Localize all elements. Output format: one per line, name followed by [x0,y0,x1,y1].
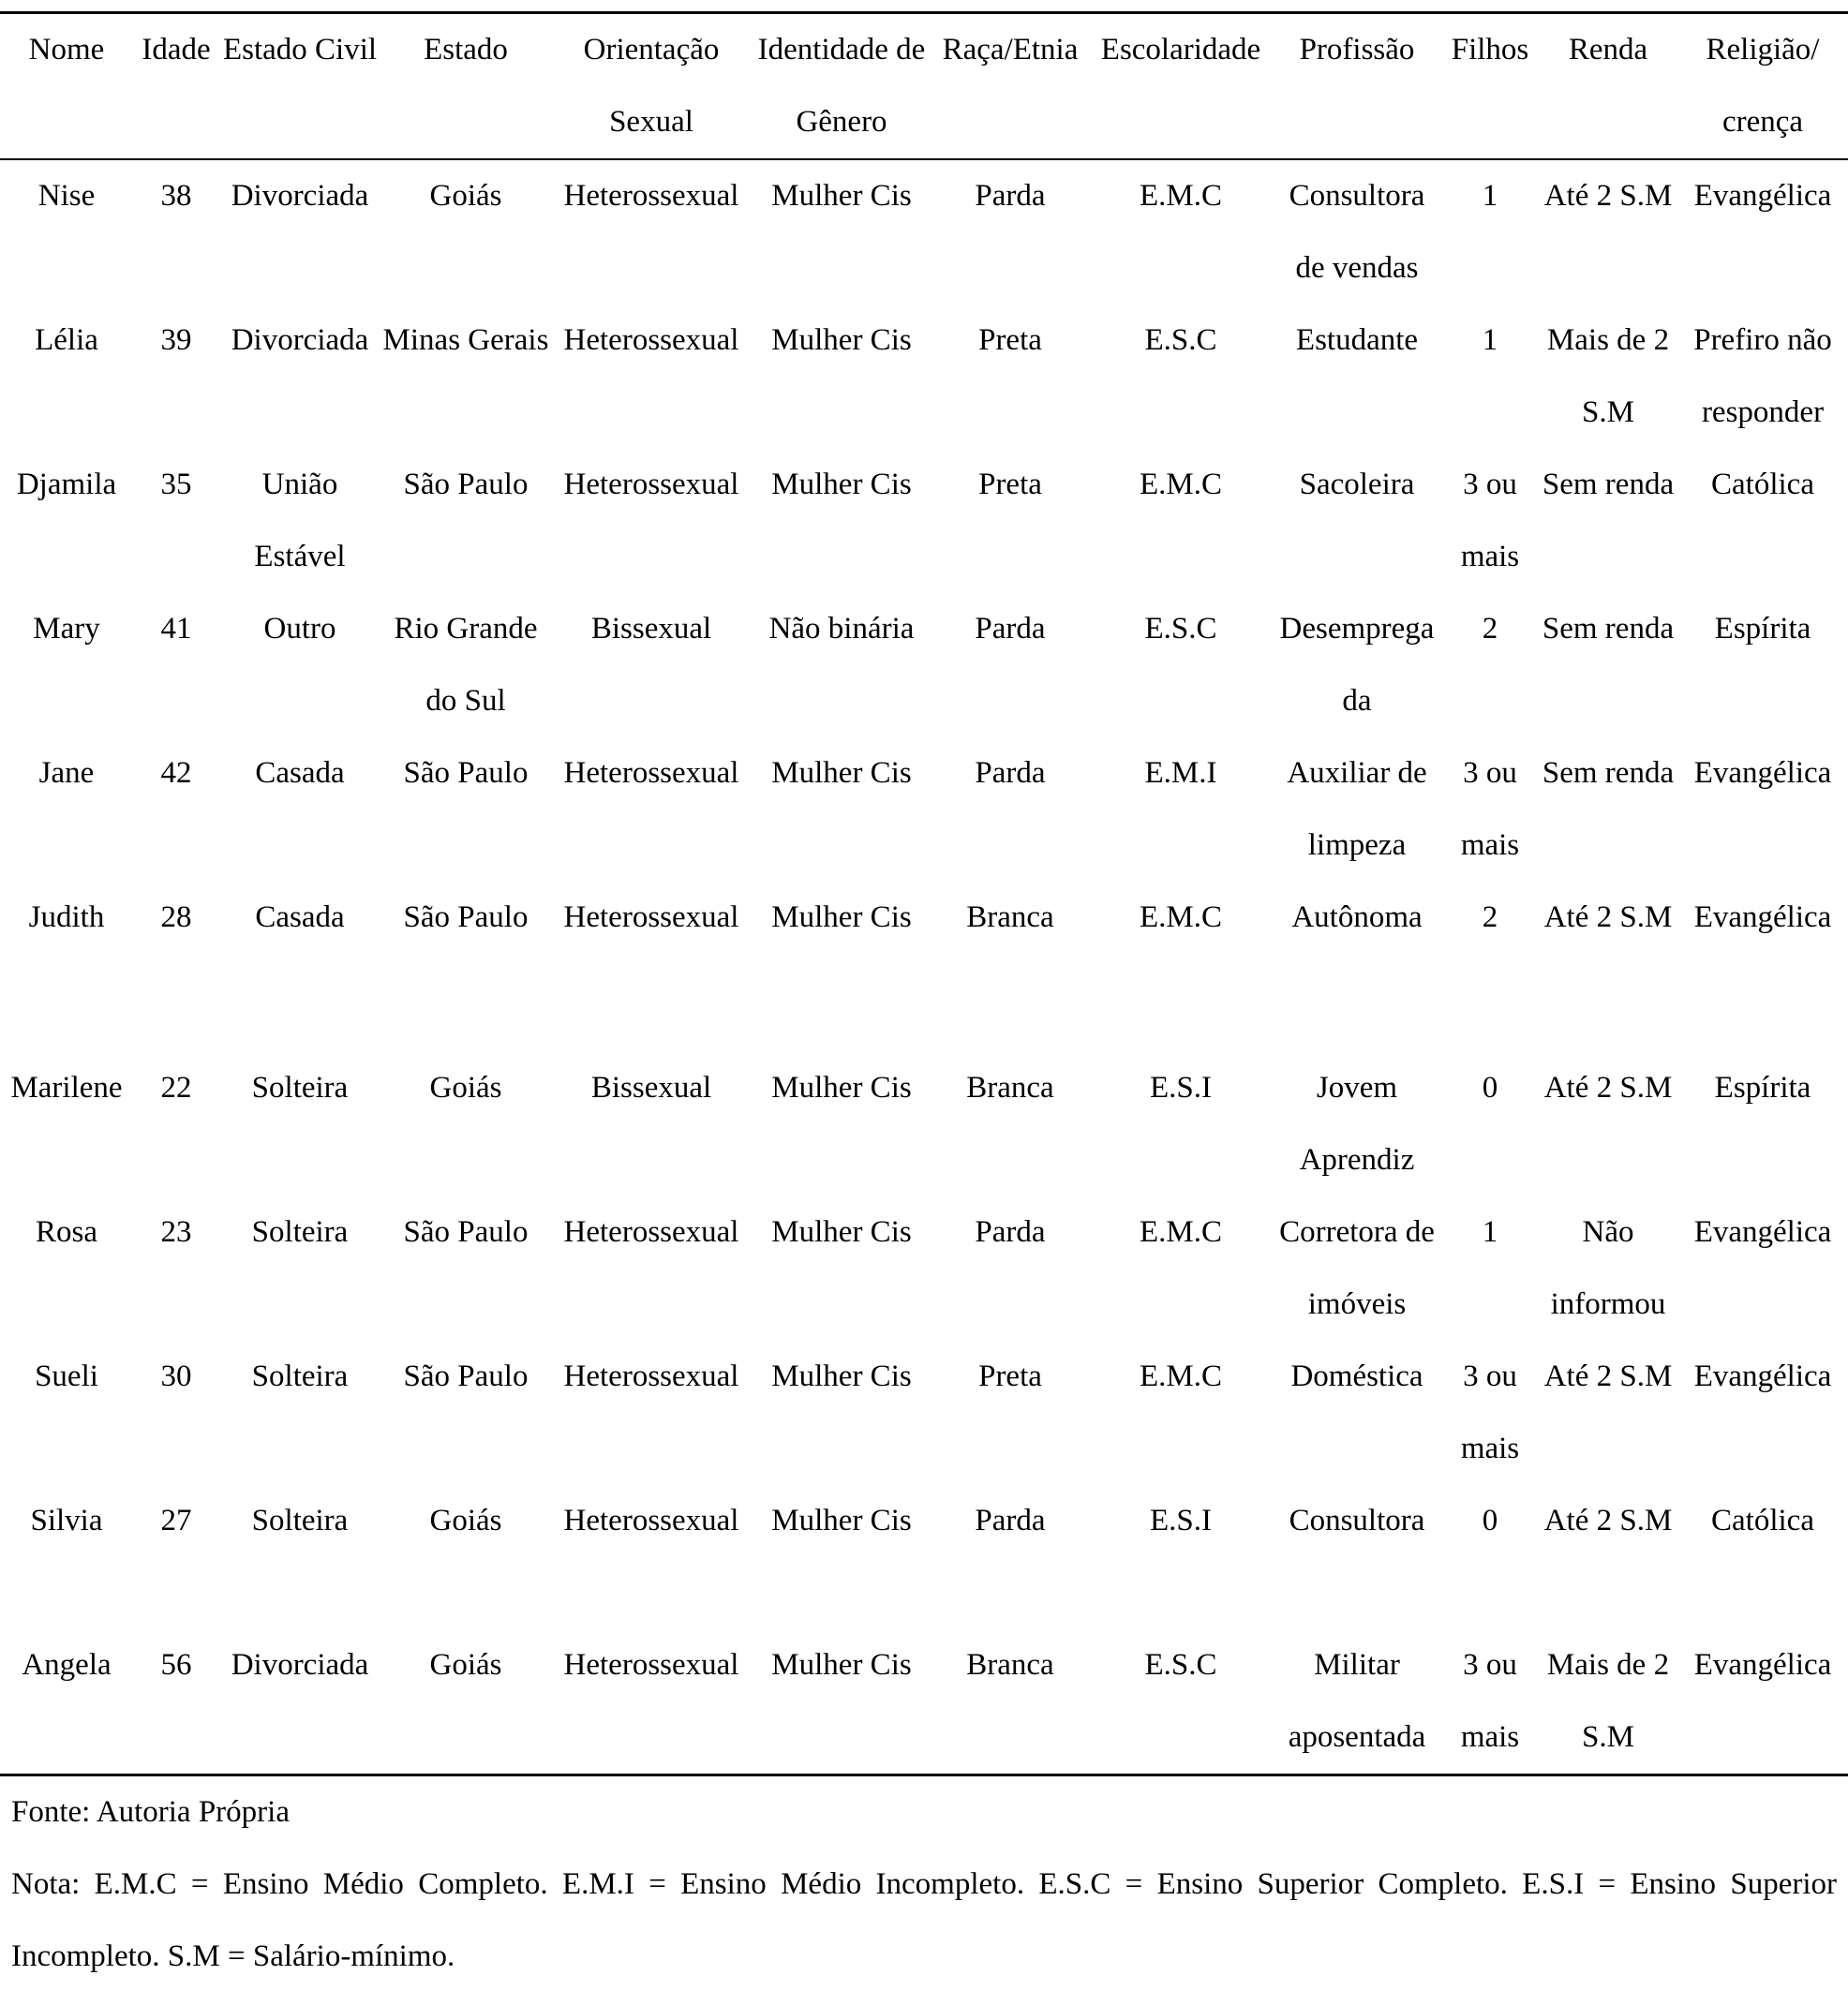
cell-identidade-de-genero: Mulher Cis [771,900,912,934]
cell-raca-etnia: Branca [966,1071,1054,1105]
cell-filhos: 3 ou mais [1460,756,1520,862]
cell-identidade-de-genero: Mulher Cis [771,468,912,501]
cell-identidade-de-genero: Mulher Cis [771,323,912,357]
table-row [0,737,1848,882]
cell-nome: Nise [37,179,96,213]
cell-escolaridade: E.M.I [1144,756,1217,790]
cell-estado-civil: Solteira [251,1071,349,1105]
cell-estado-civil: Casada [255,756,345,790]
table-row [0,1485,1848,1629]
table-row [0,1629,1848,1775]
cell-religiao: Espírita [1714,1071,1811,1105]
cell-idade: 23 [160,1215,192,1249]
cell-nome: Marilene [10,1071,123,1105]
table-footer [0,1776,1848,1993]
participants-table [0,11,1848,1776]
cell-profissao: Corretora de imóveis [1279,1215,1435,1321]
cell-orientacao-sexual: Heterossexual [563,1359,739,1393]
cell-profissao: Estudante [1295,323,1419,357]
cell-idade: 41 [160,612,192,646]
cell-raca-etnia: Preta [978,323,1042,357]
cell-identidade-de-genero: Mulher Cis [771,1071,912,1105]
cell-estado-civil: Casada [255,900,345,934]
cell-religiao: Evangélica [1693,1648,1832,1682]
cell-escolaridade: E.S.I [1150,1071,1212,1105]
cell-profissao: Sacoleira [1299,468,1415,501]
cell-religiao: Prefiro não responder [1693,323,1832,429]
cell-estado-civil: Outro [263,612,336,646]
cell-raca-etnia: Parda [975,179,1046,213]
cell-estado: São Paulo [403,1359,529,1393]
cell-idade: 30 [160,1359,192,1393]
table-header-row [0,13,1848,160]
cell-estado-civil: Divorciada [231,179,369,213]
table-row [0,304,1848,449]
cell-orientacao-sexual: Heterossexual [563,900,739,934]
header-nome: Nome [28,33,105,67]
table-row [0,882,1848,1026]
cell-escolaridade: E.M.C [1139,468,1222,501]
cell-renda: Não informou [1550,1215,1666,1321]
header-estado: Estado [424,33,508,67]
cell-renda: Até 2 S.M [1543,900,1673,934]
cell-renda: Mais de 2 S.M [1546,1648,1670,1754]
cell-escolaridade: E.S.C [1144,612,1217,646]
cell-estado: Goiás [429,1504,502,1537]
cell-nome: Jane [38,756,95,790]
header-identidade-de-genero: Identidade de Gênero [757,33,926,139]
cell-filhos: 1 [1482,1215,1498,1249]
cell-estado: Goiás [429,1071,502,1105]
cell-filhos: 3 ou mais [1460,468,1520,573]
document-page [0,11,1848,1993]
cell-orientacao-sexual: Heterossexual [563,1215,739,1249]
cell-estado: São Paulo [403,756,529,790]
cell-estado: São Paulo [403,468,529,501]
cell-nome: Angela [22,1648,112,1682]
cell-religiao: Evangélica [1693,1215,1832,1249]
cell-escolaridade: E.S.I [1150,1504,1212,1537]
table-row [0,1026,1848,1196]
cell-filhos: 0 [1482,1504,1498,1537]
cell-idade: 35 [160,468,192,501]
cell-profissao: Auxiliar de limpeza [1287,756,1427,862]
cell-estado-civil: Solteira [251,1359,349,1393]
cell-nome: Sueli [35,1359,98,1393]
table-row [0,593,1848,737]
cell-identidade-de-genero: Mulher Cis [771,1648,912,1682]
cell-identidade-de-genero: Mulher Cis [771,1504,912,1537]
cell-escolaridade: E.M.C [1139,900,1222,934]
cell-religiao: Evangélica [1693,1359,1832,1393]
cell-estado: Minas Gerais [382,323,549,357]
cell-escolaridade: E.M.C [1139,1359,1222,1393]
cell-escolaridade: E.M.C [1139,179,1222,213]
cell-filhos: 1 [1482,323,1498,357]
cell-profissao: Autônoma [1291,900,1423,934]
header-renda: Renda [1568,33,1648,67]
cell-identidade-de-genero: Mulher Cis [771,1359,912,1393]
cell-profissao: Consultora de vendas [1289,179,1425,285]
cell-renda: Até 2 S.M [1543,179,1673,213]
cell-renda: Mais de 2 S.M [1546,323,1670,429]
cell-idade: 39 [160,323,192,357]
cell-orientacao-sexual: Heterossexual [563,756,739,790]
cell-filhos: 3 ou mais [1460,1648,1520,1754]
cell-estado-civil: Divorciada [231,1648,369,1682]
cell-identidade-de-genero: Mulher Cis [771,179,912,213]
cell-nome: Lélia [35,323,98,357]
header-religiao-crenca: Religião/ crença [1706,33,1820,139]
cell-estado: São Paulo [403,900,529,934]
cell-orientacao-sexual: Bissexual [590,1071,712,1105]
cell-renda: Até 2 S.M [1543,1071,1673,1105]
header-idade: Idade [142,33,211,67]
cell-idade: 38 [160,179,192,213]
cell-estado: Goiás [429,1648,502,1682]
cell-estado-civil: Divorciada [231,323,369,357]
header-raca-etnia: Raça/Etnia [942,33,1079,67]
cell-filhos: 0 [1482,1071,1498,1105]
cell-estado: Goiás [429,179,502,213]
cell-orientacao-sexual: Heterossexual [563,1648,739,1682]
header-orientacao-sexual: Orientação Sexual [583,33,720,139]
header-profissao: Profissão [1299,33,1415,67]
cell-idade: 42 [160,756,192,790]
cell-idade: 27 [160,1504,192,1537]
cell-renda: Até 2 S.M [1543,1504,1673,1537]
source-line: Fonte: Autoria Própria [11,1795,290,1829]
cell-identidade-de-genero: Não binária [768,612,915,646]
cell-filhos: 2 [1482,612,1498,646]
cell-escolaridade: E.S.C [1144,1648,1217,1682]
cell-religiao: Católica [1711,1504,1814,1537]
cell-orientacao-sexual: Heterossexual [563,179,739,213]
cell-estado: Rio Grande do Sul [394,612,538,718]
cell-identidade-de-genero: Mulher Cis [771,1215,912,1249]
cell-religiao: Evangélica [1693,179,1832,213]
cell-orientacao-sexual: Bissexual [590,612,712,646]
cell-renda: Sem renda [1542,756,1675,790]
cell-nome: Mary [33,612,100,646]
table-row [0,449,1848,593]
cell-raca-etnia: Parda [975,1215,1046,1249]
cell-orientacao-sexual: Heterossexual [563,468,739,501]
cell-renda: Sem renda [1542,612,1675,646]
cell-religiao: Evangélica [1693,756,1832,790]
table-row [0,1341,1848,1485]
cell-renda: Sem renda [1542,468,1675,501]
table-row [0,1196,1848,1341]
header-escolaridade: Escolaridade [1100,33,1261,67]
cell-raca-etnia: Preta [978,468,1042,501]
cell-orientacao-sexual: Heterossexual [563,323,739,357]
cell-nome: Judith [28,900,105,934]
table-row [0,159,1848,304]
header-filhos: Filhos [1451,33,1529,67]
cell-estado-civil: Solteira [251,1215,349,1249]
cell-estado: São Paulo [403,1215,529,1249]
cell-idade: 22 [160,1071,192,1105]
cell-estado-civil: Solteira [251,1504,349,1537]
header-estado-civil: Estado Civil [222,33,378,67]
cell-raca-etnia: Branca [966,1648,1054,1682]
cell-profissao: Jovem Aprendiz [1299,1071,1415,1177]
cell-religiao: Católica [1711,468,1814,501]
cell-filhos: 1 [1482,179,1498,213]
cell-raca-etnia: Parda [975,612,1046,646]
cell-profissao: Militar aposentada [1288,1648,1426,1754]
cell-estado-civil: União Estável [254,468,346,573]
cell-identidade-de-genero: Mulher Cis [771,756,912,790]
cell-escolaridade: E.S.C [1144,323,1217,357]
cell-religiao: Espírita [1714,612,1811,646]
cell-religiao: Evangélica [1693,900,1832,934]
note-paragraph: Nota: E.M.C = Ensino Médio Completo. E.M.I = Ensino Médio Incompleto. E.S.C = Ensino Superior Completo. E.S.I = Ensino Superior Incompleto. S.M = Salário-mínimo. [11,1867,1837,1973]
cell-raca-etnia: Parda [975,1504,1046,1537]
cell-nome: Rosa [36,1215,97,1249]
cell-filhos: 2 [1482,900,1498,934]
cell-raca-etnia: Branca [966,900,1054,934]
cell-orientacao-sexual: Heterossexual [563,1504,739,1537]
cell-nome: Silvia [30,1504,103,1537]
cell-nome: Djamila [16,468,117,501]
cell-profissao: Doméstica [1290,1359,1423,1393]
cell-filhos: 3 ou mais [1460,1359,1520,1465]
cell-idade: 56 [160,1648,192,1682]
cell-profissao: Desemprega da [1279,612,1435,718]
cell-raca-etnia: Preta [978,1359,1042,1393]
cell-renda: Até 2 S.M [1543,1359,1673,1393]
cell-idade: 28 [160,900,192,934]
cell-raca-etnia: Parda [975,756,1046,790]
cell-escolaridade: E.M.C [1139,1215,1222,1249]
cell-profissao: Consultora [1289,1504,1425,1537]
